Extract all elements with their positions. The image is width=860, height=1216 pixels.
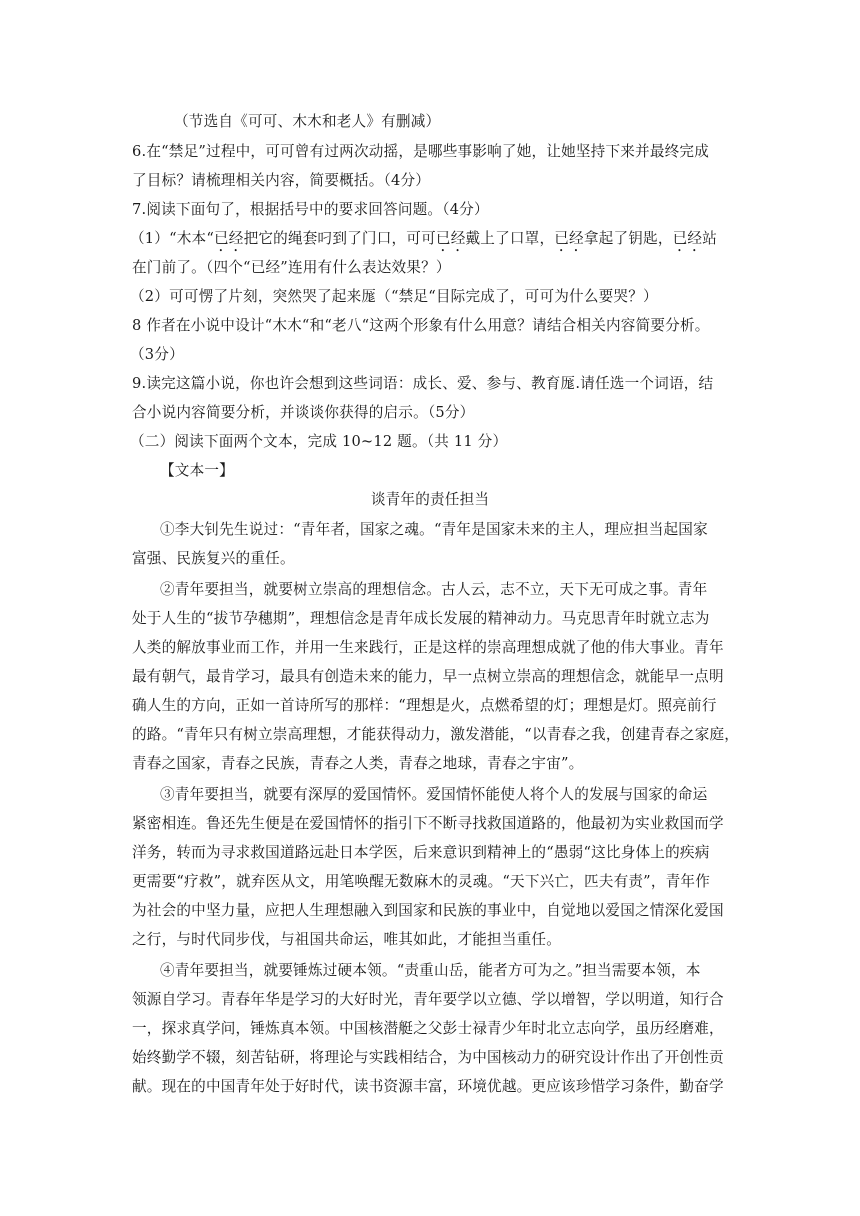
question-9-line-1: 9.读完这篇小说，你也许会想到这些词语：成长、爱、参与、教育厖.请任选一个词语，结: [132, 375, 714, 392]
section-two-heading: （二）阅读下面两个文本，完成 10~12 题。（共 11 分）: [130, 433, 508, 450]
question-8-line-1: 8 作者在小说中设计“木木“和“老八“这两个形象有什么用意？请结合相关内容简要分析。: [132, 317, 710, 334]
para-3-line-6: 之行，与时代同步伐，与祖国共命运，唯其如此，才能担当重任。: [132, 931, 562, 948]
para-3-line-3: 洋务，转而为寻求救国道路远赴日本学医，后来意识到精神上的“愚弱“这比身体上的疾病: [132, 844, 710, 861]
question-6-line-2: 了目标？请梳理相关内容，简要概括。（4分）: [132, 172, 431, 189]
question-7-1-line-2: 在门前了。（四个“已经”连用有什么表达效果？）: [132, 259, 451, 276]
para-4-line-3: 一，探求真学问，锤炼真本领。中国核潜艇之父彭士禄青少年时北立志向学，虽历经磨难，: [132, 1020, 724, 1037]
question-9-line-2: 合小说内容简要分析，并谈谈你获得的启示。（5分）: [132, 404, 475, 421]
para-2-line-6: 的路。“青年只有树立崇高理想，才能获得动力，激发潜能，“以青春之我，创建青春之家庭，: [132, 726, 740, 743]
question-6-line-1: 6.在“禁足”过程中，可可曾有过两次动摇，是哪些事影响了她，让她坚持下来并最终完成: [132, 143, 710, 160]
para-2-line-4: 最有朝气，最肯学习，最具有创造未来的能力，早一点树立崇高的理想信念，就能早一点明: [132, 668, 724, 685]
para-4-line-5: 献。现在的中国青年处于好时代，读书资源丰富，环境优越。更应该珍惜学习条件，勤奋学: [132, 1078, 724, 1095]
para-2-line-5: 确人生的方向，正如一首诗所写的那样：“理想是火，点燃希望的灯；理想是灯。照亮前行: [132, 697, 717, 714]
para-2-line-3: 人类的解放事业而工作，并用一生来践行，正是这样的崇高理想成就了他的伟大事业。青年: [132, 639, 724, 656]
para-4-line-1: ④青年要担当，就要锤炼过硬本领。“责重山岳，能者方可为之。”担当需要本领，本: [160, 962, 701, 979]
question-7: 7.阅读下面句了，根据括号中的要求回答问题。（4分）: [132, 201, 489, 218]
para-4-line-2: 领源自学习。青春年华是学习的大好时光，青年要学以立德、学以增智，学以明道，知行合: [132, 991, 724, 1008]
para-3-line-2: 紧密相连。鲁还先生便是在爱国情怀的指引下不断寻找救国道路的，他最初为实业救国而学: [132, 815, 724, 832]
para-1-line-1: ①李大钊先生说过：“青年者，国家之魂。“青年是国家未来的主人，理应担当起国家: [160, 521, 708, 538]
question-7-2: （2）可可愣了片刻，突然哭了起来厖（“禁足“目际完成了，可可为什么要哭？）: [130, 288, 658, 305]
source-note: （节选自《可可、木木和老人》有删减）: [174, 113, 441, 130]
para-2-line-1: ②青年要担当，就要树立崇高的理想信念。古人云，志不立，天下无可成之事。青年: [160, 581, 708, 598]
para-1-line-2: 富强、民族复兴的重任。: [132, 550, 295, 567]
para-3-line-5: 为社会的中坚力量，应把人生理想融入到国家和民族的事业中，自觉地以爱国之情深化爱国: [132, 902, 724, 919]
para-3-line-4: 更需要“疗救”，就弃医从文，用笔唤醒无数麻木的灵魂。“天下兴亡，匹夫有责”，青年作: [132, 873, 711, 890]
text-one-label: 【文本一】: [160, 462, 234, 479]
para-3-line-1: ③青年要担当，就要有深厚的爱国情怀。爱国情怀能使人将个人的发展与国家的命运: [160, 786, 708, 803]
para-2-line-2: 处于人生的“拔节孕穗期”，理想信念是青年成长发展的精神动力。马克思青年时就立志为: [132, 610, 710, 627]
para-4-line-4: 始终勤学不辍，刻苦钻研，将理论与实践相结合，为中国核动力的研究设计作出了开创性贡: [132, 1049, 724, 1066]
question-8-line-2: （3分）: [130, 346, 184, 363]
question-7-1-line-1: （1）“木本“已经把它的绳套叼到了门口，可可已经戴上了口罩，已经拿起了钥匙，已经站: [130, 230, 718, 247]
article-title: 谈青年的责任担当: [370, 491, 490, 508]
para-2-line-7: 青春之国家，青春之民族，青春之人类，青春之地球，青春之宇宙”。: [132, 755, 584, 772]
